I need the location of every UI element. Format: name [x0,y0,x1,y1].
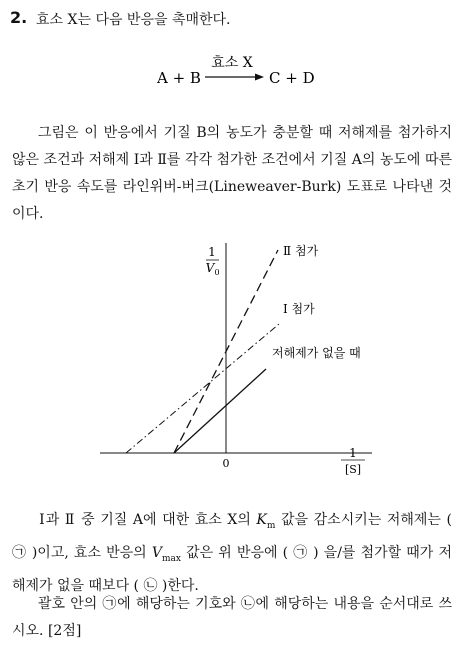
label-inhibitor-I: Ⅰ 첨가 [283,302,315,316]
reaction-right: C + D [269,69,315,87]
lineweaver-burk-plot [0,235,461,480]
line-inhibitor-I [126,324,279,453]
paragraph-description-text: 그림은 이 반응에서 기질 B의 농도가 충분할 때 저해제를 첨가하지 않은 조건과 저해제 Ⅰ과 Ⅱ를 각각 첨가한 조건에서 기질 A의 농도에 따른 초기 반응 속도를 라인위버-버크(Lineweaver-Burk) 도표로 나타낸 것이다. [12,125,452,222]
reaction-enzyme: 효소 X [211,55,253,71]
km-symbol: K [256,512,267,528]
vmax-subscript: max [161,553,181,564]
x-label-denominator: [S] [344,463,362,476]
paragraph-description [12,120,452,228]
vmax-symbol: V [151,544,162,561]
paragraph-question [12,507,452,600]
paragraph-question-post-k: 값을 감소시키는 저해제는 ( ㉠ )이고, 효소 반응의 [12,512,452,561]
y-label-numerator: 1 [208,245,216,259]
origin-label: 0 [222,457,230,470]
paragraph-instruction [12,591,452,645]
km-subscript: m [266,520,276,531]
reaction-left: A + B [157,69,201,87]
y-label-denominator-sub: 0 [214,268,220,277]
label-no-inhibitor: 저해제가 없을 때 [272,346,361,360]
paragraph-question-post-v: 값은 위 반응에 ( ㉠ ) 을/를 첨가할 때가 저해제가 없을 때보다 ( ㉡ )한다. [12,544,452,594]
label-inhibitor-II: Ⅱ 첨가 [283,244,319,258]
paragraph-instruction-text: 괄호 안의 ㉠에 해당하는 기호와 ㉡에 해당하는 내용을 순서대로 쓰시오. [2점] [12,596,452,639]
reaction-equation [0,40,461,100]
paragraph-question-pre-k: Ⅰ과 Ⅱ 중 기질 A에 대한 효소 X의 [38,512,257,528]
y-label-denominator: V [205,261,215,275]
x-label-numerator: 1 [349,446,357,460]
question-intro: 효소 X는 다음 반응을 촉매한다. [36,12,231,28]
line-no-inhibitor [174,369,266,453]
reaction-arrow-head [255,74,264,81]
question-number: 2. [10,8,28,27]
